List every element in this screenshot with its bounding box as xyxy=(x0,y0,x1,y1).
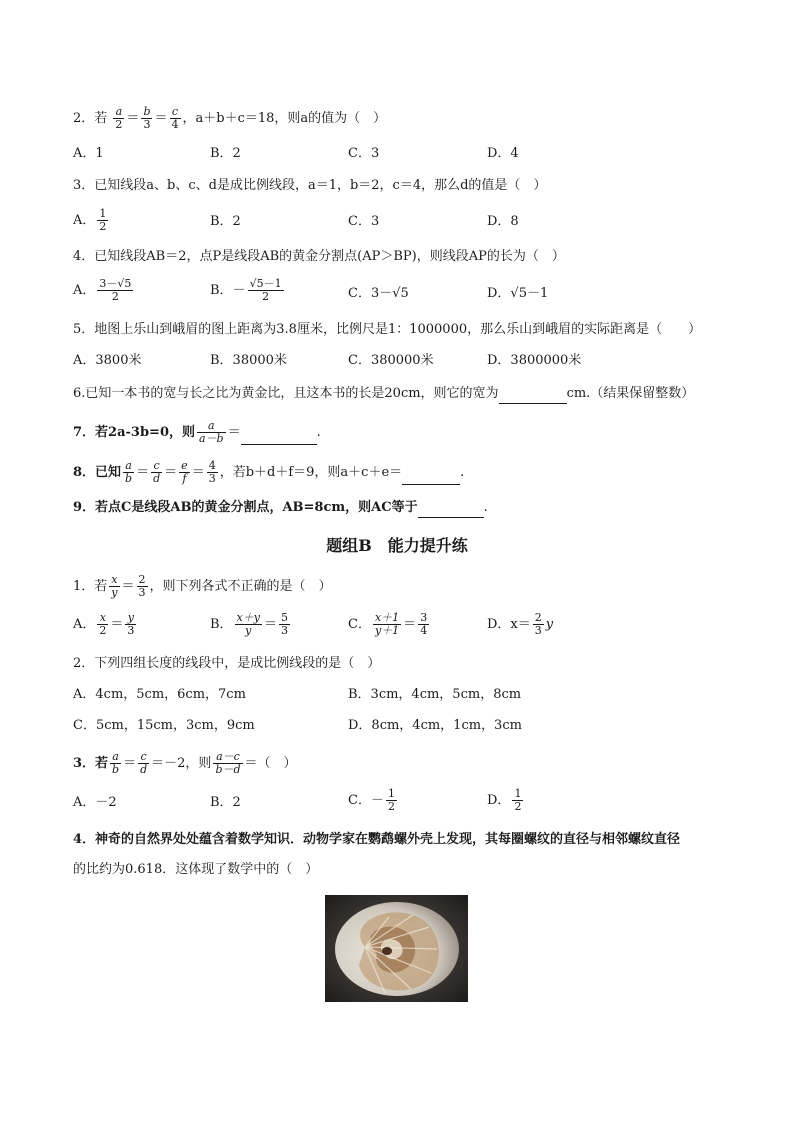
option-b: B．38000米 xyxy=(210,353,287,368)
fraction: $\frac{1}{2}$ xyxy=(514,787,522,813)
option-b: B．－ $\frac{√5-1}{2}$ xyxy=(210,277,282,303)
option-b: B．2 xyxy=(210,795,241,810)
option-d: D．3800000米 xyxy=(487,353,582,368)
option-c: C．3 xyxy=(348,146,380,161)
option-c: C．－ $\frac{1}{2}$ xyxy=(348,787,395,813)
option-a: A． $\frac{1}{2}$ xyxy=(73,207,107,233)
option-a: A．1 xyxy=(73,146,104,161)
fraction: $\frac{a}{b}$ xyxy=(125,459,133,485)
answer-blank[interactable] xyxy=(499,389,567,404)
option-a: A．－2 xyxy=(73,795,117,810)
fraction: $\frac{x}{y}$ xyxy=(111,573,118,599)
question-9: 9．若点C是线段AB的黄金分割点，AB=8cm，则AC等于 . xyxy=(73,498,488,518)
question-7: 7．若2a-3b=0，则 $\frac{a}{a-b}$ ＝ . xyxy=(73,419,321,445)
fraction: $\frac{x}{2}$ xyxy=(99,611,107,637)
fraction: $\frac{c}{d}$ xyxy=(140,750,148,776)
option-b: B．2 xyxy=(210,146,241,161)
fraction: $\frac{a-c}{b-d}$ xyxy=(215,750,241,776)
fraction: $\frac{3-√5}{2}$ xyxy=(99,277,132,303)
fraction: $\frac{c}{4}$ xyxy=(171,105,179,131)
fraction: $\frac{3}{4}$ xyxy=(420,611,428,637)
fraction: $\frac{1}{2}$ xyxy=(99,207,107,233)
option-c: C．380000米 xyxy=(348,353,434,368)
option-d: D．√5－1 xyxy=(487,286,549,301)
question-b1: 1．若 $\frac{x}{y}$ ＝ $\frac{2}{3}$ ，则下列各式不正确的是（ ） xyxy=(73,573,332,599)
answer-blank[interactable] xyxy=(241,430,317,445)
answer-blank[interactable] xyxy=(402,470,460,485)
question-4: 4．已知线段AB＝2，点P是线段AB的黄金分割点(AP＞BP)，则线段AP的长为（ ） xyxy=(73,249,565,264)
option-a: A．3800米 xyxy=(73,353,142,368)
fraction: $\frac{x+y}{y}$ xyxy=(236,611,260,637)
fraction: $\frac{2}{3}$ xyxy=(138,573,146,599)
option-d: D．8 xyxy=(487,214,519,229)
question-2: 2．若 $\frac{a}{2}$ ＝ $\frac{b}{3}$ ＝ $\frac{c}{4}$ ，a＋b＋c＝18，则a的值为（ ） xyxy=(73,105,387,131)
option-d: D．4 xyxy=(487,146,519,161)
fraction: $\frac{1}{2}$ xyxy=(387,787,395,813)
option-b: B．2 xyxy=(210,214,241,229)
fraction: $\frac{2}{3}$ xyxy=(534,611,542,637)
fraction: $\frac{√5-1}{2}$ xyxy=(249,277,282,303)
option-c: C． $\frac{x+1}{y+1}$ ＝ $\frac{3}{4}$ xyxy=(348,611,428,637)
question-6: 6.已知一本书的宽与长之比为黄金比，且这本书的长是20cm，则它的宽为 cm.（结果保留整数） xyxy=(73,384,694,404)
option-a: A．4cm，5cm，6cm，7cm xyxy=(73,687,246,702)
fraction: $\frac{a}{b}$ xyxy=(112,750,120,776)
question-b4: 4．神奇的自然界处处蕴含着数学知识．动物学家在鹦鹉螺外壳上发现，其每圈螺纹的直径与相邻螺纹直径 xyxy=(73,832,681,847)
question-b3: 3．若 $\frac{a}{b}$ ＝ $\frac{c}{d}$ ＝－2，则 $\frac{a-c}{b-d}$ ＝（ ） xyxy=(73,750,297,776)
question-3: 3．已知线段a、b、c、d是成比例线段，a＝1，b＝2，c＝4，那么d的值是（ ） xyxy=(73,178,547,193)
fraction: $\frac{e}{f}$ xyxy=(181,459,188,485)
question-8: 8．已知 $\frac{a}{b}$ ＝ $\frac{c}{d}$ ＝ $\frac{e}{f}$ ＝ $\frac{4}{3}$ ，若b＋d＋f＝9，则a＋c＋e＝ . xyxy=(73,459,465,485)
question-b4-continued: 的比约为0.618．这体现了数学中的（ ） xyxy=(73,862,319,877)
option-a: A． $\frac{3-√5}{2}$ xyxy=(73,277,132,303)
fraction: $\frac{4}{3}$ xyxy=(208,459,216,485)
option-d: D．8cm，4cm，1cm，3cm xyxy=(348,718,522,733)
option-d: D． $\frac{1}{2}$ xyxy=(487,787,522,813)
question-b2: 2．下列四组长度的线段中，是成比例线段的是（ ） xyxy=(73,656,381,671)
fraction: $\frac{5}{3}$ xyxy=(281,611,288,637)
option-c: C．3－√5 xyxy=(348,286,409,301)
fraction: $\frac{a}{a-b}$ xyxy=(198,419,224,445)
fraction: $\frac{c}{d}$ xyxy=(153,459,161,485)
answer-blank[interactable] xyxy=(418,503,484,518)
nautilus-shell-image xyxy=(325,895,468,1002)
fraction: $\frac{y}{3}$ xyxy=(127,611,135,637)
fraction: $\frac{a}{2}$ xyxy=(115,105,123,131)
option-c: C．3 xyxy=(348,214,380,229)
fraction: $\frac{x+1}{y+1}$ xyxy=(374,611,400,637)
option-b: B． $\frac{x+y}{y}$ ＝ $\frac{5}{3}$ xyxy=(210,611,288,637)
fraction: $\frac{b}{3}$ xyxy=(143,105,151,131)
option-d: D．x＝ $\frac{2}{3}$ y xyxy=(487,611,554,637)
section-heading: 题组B 能力提升练 xyxy=(326,536,468,555)
option-b: B．3cm，4cm，5cm，8cm xyxy=(348,687,522,702)
option-a: A． $\frac{x}{2}$ ＝ $\frac{y}{3}$ xyxy=(73,611,135,637)
option-c: C．5cm，15cm，3cm，9cm xyxy=(73,718,255,733)
question-5: 5．地图上乐山到峨眉的图上距离为3.8厘米，比例尺是1：1000000，那么乐山到峨眉的实际距离是（ ） xyxy=(73,322,702,337)
